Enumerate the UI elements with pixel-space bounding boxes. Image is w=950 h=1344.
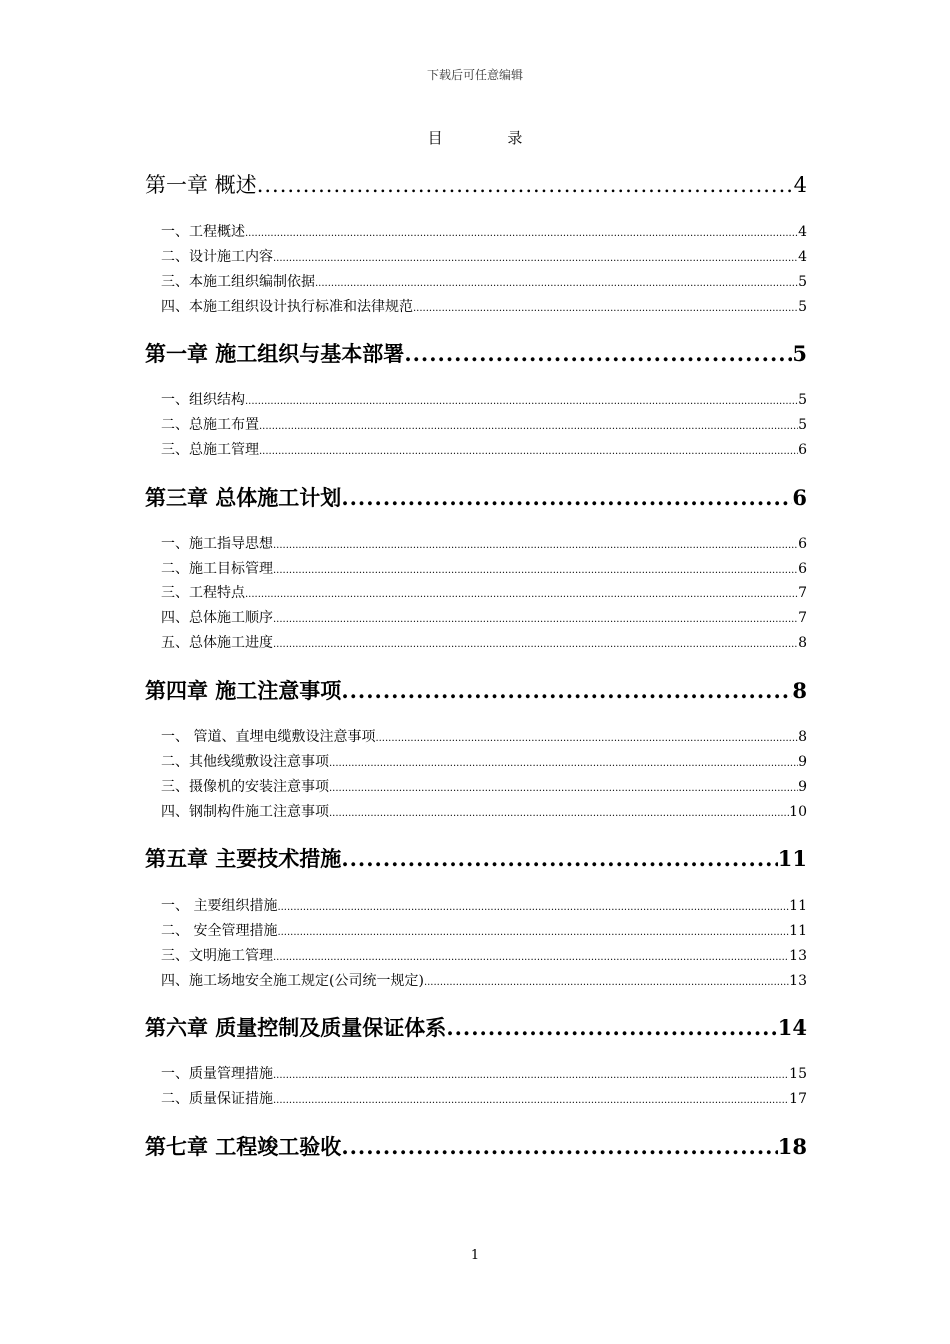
dot-leader — [273, 635, 798, 651]
dot-leader — [329, 804, 789, 820]
toc-entry[interactable] — [161, 1088, 807, 1108]
entry-page: 6 — [798, 442, 807, 458]
entry-title: 四、总体施工顺序 — [161, 610, 273, 626]
entry-title: 一、 管道、直埋电缆敷设注意事项 — [161, 729, 376, 745]
toc-entry[interactable] — [161, 439, 807, 459]
dot-leader — [329, 754, 798, 770]
dot-leader — [273, 1066, 789, 1082]
dot-leader — [273, 536, 798, 552]
entry-page: 5 — [798, 392, 807, 408]
entry-page: 6 — [798, 561, 807, 577]
dot-leader — [341, 485, 792, 510]
entry-page: 8 — [798, 729, 807, 745]
entry-page: 7 — [798, 610, 807, 626]
toc-entry[interactable] — [161, 632, 807, 652]
chapter-title: 第五章 主要技术措施 — [145, 846, 342, 871]
dot-leader — [259, 442, 798, 458]
toc-entry[interactable] — [161, 1063, 807, 1083]
header-note: 下载后可任意编辑 — [426, 68, 523, 82]
entry-page: 4 — [798, 249, 807, 265]
toc-entry[interactable] — [161, 414, 807, 434]
dot-leader — [273, 948, 789, 964]
entry-title: 三、摄像机的安装注意事项 — [161, 779, 329, 795]
toc-chapter-3[interactable] — [145, 482, 807, 512]
chapter-title: 第六章 质量控制及质量保证体系 — [145, 1015, 447, 1040]
chapter-page: 6 — [792, 485, 807, 510]
chapter-title: 第四章 施工注意事项 — [145, 678, 342, 703]
toc-entry[interactable] — [161, 945, 807, 965]
chapter-title: 第一章 概述 — [145, 173, 257, 197]
chapter-page: 4 — [793, 173, 807, 197]
toc-entry[interactable] — [161, 582, 807, 602]
dot-leader — [341, 846, 777, 871]
dot-leader — [413, 299, 798, 315]
entry-page: 10 — [789, 804, 807, 820]
entry-page: 15 — [789, 1066, 807, 1082]
dot-leader — [245, 585, 798, 601]
entry-page: 17 — [789, 1091, 807, 1107]
chapter-title: 第一章 施工组织与基本部署 — [145, 341, 405, 366]
entry-page: 6 — [798, 536, 807, 552]
toc-entry[interactable] — [161, 726, 807, 746]
entry-title: 二、 安全管理措施 — [161, 923, 278, 939]
entry-page: 5 — [798, 299, 807, 315]
toc-entry[interactable] — [161, 776, 807, 796]
entry-title: 二、其他线缆敷设注意事项 — [161, 754, 329, 770]
entry-page: 9 — [798, 779, 807, 795]
dot-leader — [446, 1015, 777, 1040]
toc-entry[interactable] — [161, 221, 807, 241]
entry-title: 三、总施工管理 — [161, 442, 259, 458]
dot-leader — [404, 341, 792, 366]
dot-leader — [341, 678, 792, 703]
dot-leader — [273, 249, 798, 265]
page-number: 1 — [470, 1248, 480, 1263]
toc-entry[interactable] — [161, 895, 807, 915]
dot-leader — [259, 417, 798, 433]
entry-title: 一、工程概述 — [161, 224, 245, 240]
dot-leader — [245, 392, 798, 408]
toc-chapter-4[interactable] — [145, 675, 807, 705]
dot-leader — [245, 224, 798, 240]
entry-title: 一、 主要组织措施 — [161, 898, 278, 914]
chapter-page: 11 — [777, 846, 807, 871]
entry-page: 11 — [789, 898, 807, 914]
chapter-title: 第七章 工程竣工验收 — [145, 1134, 342, 1159]
toc-entry[interactable] — [161, 607, 807, 627]
entry-title: 四、钢制构件施工注意事项 — [161, 804, 329, 820]
toc-entry[interactable] — [161, 558, 807, 578]
toc-entry[interactable] — [161, 296, 807, 316]
entry-page: 8 — [798, 635, 807, 651]
entry-title: 五、总体施工进度 — [161, 635, 273, 651]
dot-leader — [424, 973, 789, 989]
toc-chapter-2[interactable] — [145, 338, 807, 368]
dot-leader — [341, 1134, 777, 1159]
dot-leader — [375, 729, 798, 745]
entry-title: 二、施工目标管理 — [161, 561, 273, 577]
entry-page: 13 — [789, 973, 807, 989]
entry-page: 5 — [798, 274, 807, 290]
toc-entry[interactable] — [161, 246, 807, 266]
dot-leader — [277, 923, 789, 939]
entry-page: 13 — [789, 948, 807, 964]
toc-chapter-6[interactable] — [145, 1012, 807, 1042]
dot-leader — [273, 610, 798, 626]
entry-page: 7 — [798, 585, 807, 601]
entry-title: 三、工程特点 — [161, 585, 245, 601]
toc-title: 目 录 — [427, 129, 553, 147]
toc-chapter-5[interactable] — [145, 843, 807, 873]
toc-entry[interactable] — [161, 970, 807, 990]
entry-title: 一、施工指导思想 — [161, 536, 273, 552]
chapter-title: 第三章 总体施工计划 — [145, 485, 342, 510]
toc-entry[interactable] — [161, 271, 807, 291]
entry-page: 11 — [789, 923, 807, 939]
dot-leader — [257, 173, 794, 197]
toc-chapter-7[interactable] — [145, 1131, 807, 1161]
dot-leader — [329, 779, 798, 795]
toc-entry[interactable] — [161, 389, 807, 409]
chapter-page: 14 — [777, 1015, 807, 1040]
entry-title: 三、本施工组织编制依据 — [161, 274, 315, 290]
toc-entry[interactable] — [161, 751, 807, 771]
entry-title: 一、质量管理措施 — [161, 1066, 273, 1082]
entry-page: 9 — [798, 754, 807, 770]
chapter-page: 8 — [792, 678, 807, 703]
entry-title: 二、设计施工内容 — [161, 249, 273, 265]
dot-leader — [273, 1091, 789, 1107]
entry-title: 四、施工场地安全施工规定(公司统一规定) — [161, 973, 424, 989]
dot-leader — [277, 898, 789, 914]
entry-title: 四、本施工组织设计执行标准和法律规范 — [161, 299, 413, 315]
entry-title: 二、质量保证措施 — [161, 1091, 273, 1107]
toc-entry[interactable] — [161, 920, 807, 940]
dot-leader — [273, 561, 798, 577]
entry-title: 三、文明施工管理 — [161, 948, 273, 964]
toc-entry[interactable] — [161, 801, 807, 821]
chapter-page: 5 — [792, 341, 807, 366]
chapter-page: 18 — [777, 1134, 807, 1159]
entry-title: 二、总施工布置 — [161, 417, 259, 433]
entry-page: 5 — [798, 417, 807, 433]
toc-entry[interactable] — [161, 533, 807, 553]
entry-page: 4 — [798, 224, 807, 240]
toc-chapter-1[interactable] — [145, 169, 807, 199]
dot-leader — [315, 274, 798, 290]
entry-title: 一、组织结构 — [161, 392, 245, 408]
